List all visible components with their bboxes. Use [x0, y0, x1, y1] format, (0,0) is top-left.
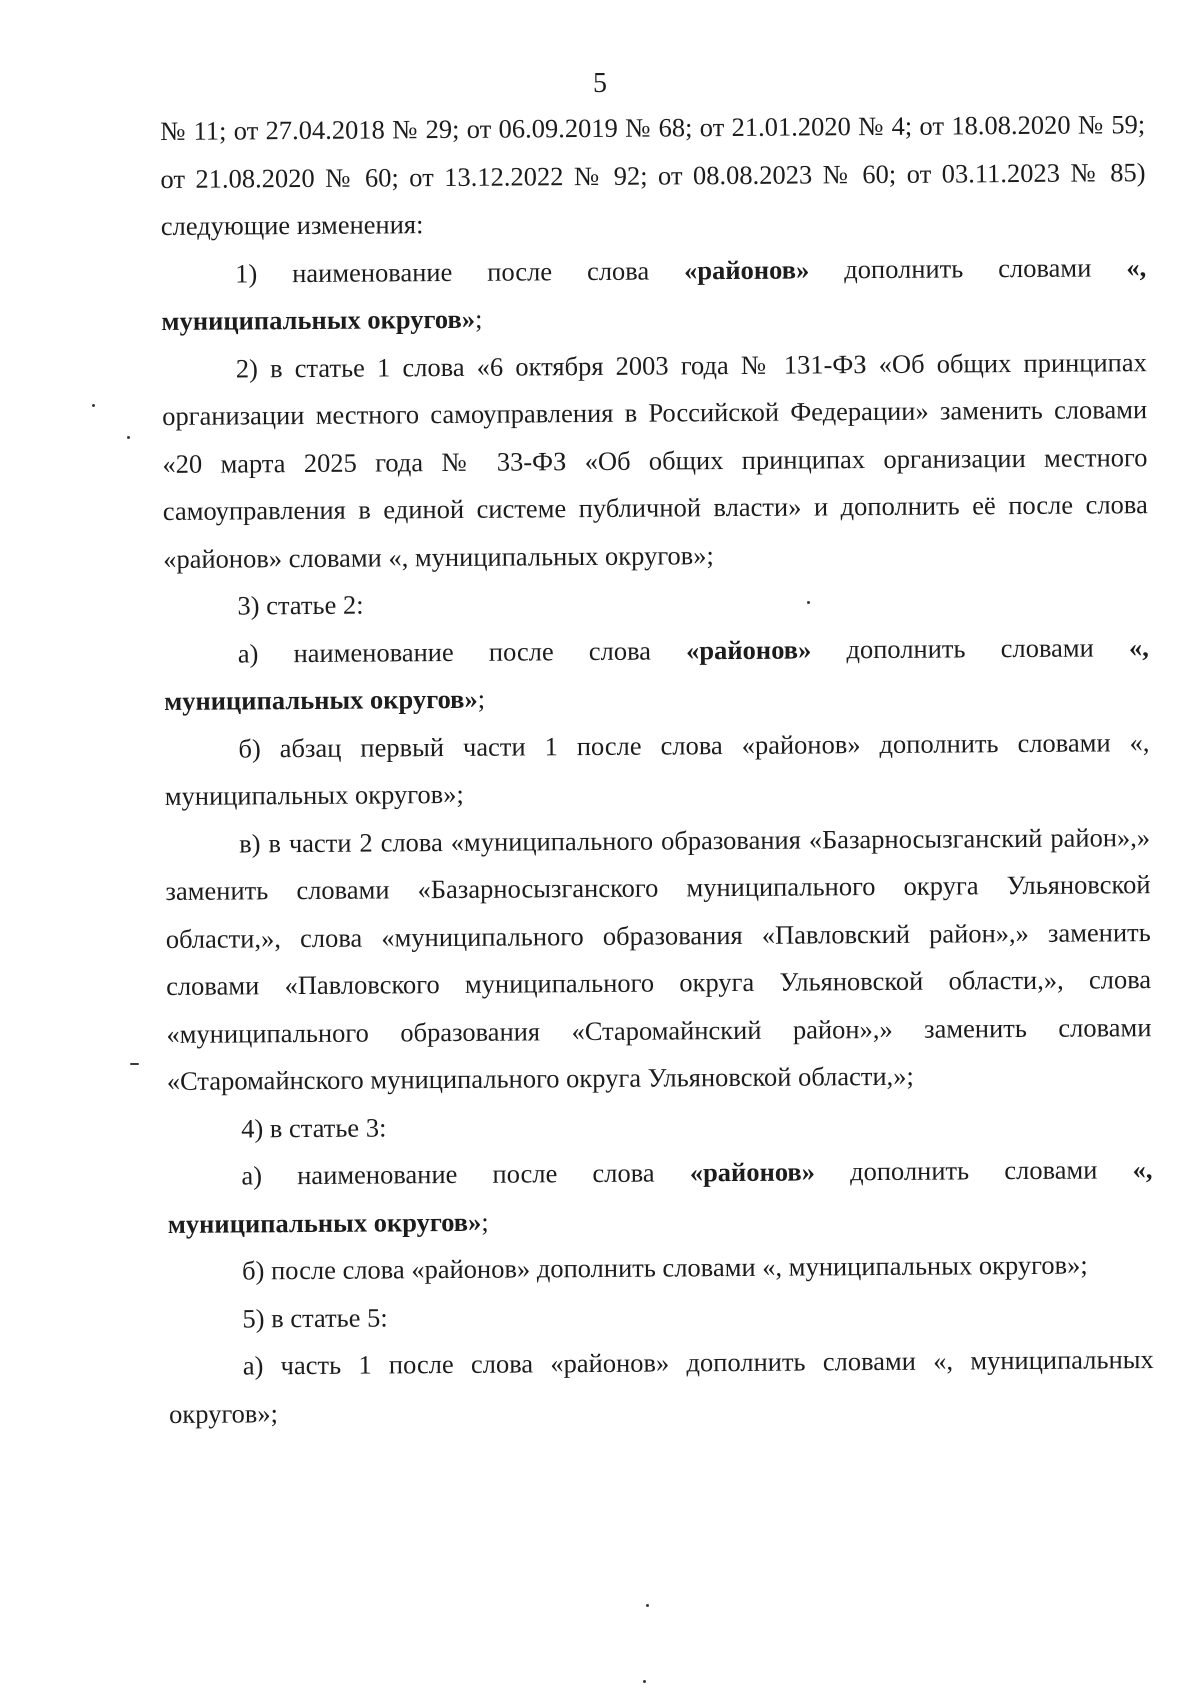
text-segment: ;: [477, 683, 486, 714]
paragraph: [167, 1099, 1152, 1153]
paragraph: [164, 624, 1150, 726]
text-segment: а) часть 1 после слова «районов» дополнить словами «, муниципальных округов»;: [169, 1344, 1154, 1429]
text-segment: б) абзац первый части 1 после слова «районов» дополнить словами «, муниципальных округов»;: [164, 726, 1150, 811]
text-segment: ;: [481, 1206, 489, 1237]
text-segment: дополнить словами: [814, 1154, 1133, 1187]
document-body: [160, 101, 1154, 1438]
scan-speck: [807, 601, 810, 604]
page-number: 5: [593, 68, 607, 99]
scan-speck: [92, 404, 95, 407]
scan-speck: [130, 1063, 139, 1065]
bold-text-segment: «, муниципальных округов»: [167, 1154, 1153, 1239]
bold-text-segment: «районов»: [683, 253, 810, 285]
bold-text-segment: «районов»: [689, 1156, 816, 1188]
text-segment: дополнить словами: [811, 631, 1130, 664]
text-segment: 2) в статье 1 слова «6 октября 2003 года № 131-ФЗ «Об общих принципах организации местного самоуправления в Российской Федерации» заменить словами «20 марта 2025 года № 33-ФЗ «Об общих принципах организации местного самоуправления в единой системе публичной власти» и дополнить её после слова «районов» словами «, муниципальных округов»;: [162, 346, 1148, 574]
paragraph: [164, 719, 1150, 821]
scan-speck: [643, 1680, 646, 1683]
paragraph: [168, 1241, 1153, 1295]
paragraph: [169, 1336, 1155, 1438]
text-segment: а) наименование после слова: [241, 1157, 690, 1191]
text-segment: № 11; от 27.04.2018 № 29; от 06.09.2019 № 68; от 21.01.2020 № 4; от 18.08.2020 № 59; от 21.08.2020 № 60; от 13.12.2022 № 92; от 08.08.2023 № 60; от 03.11.2023 № 85) следующие изменения:: [160, 109, 1146, 241]
text-segment: б) после слова «районов» дополнить словами «, муниципальных округов»;: [242, 1249, 1088, 1286]
paragraph: [165, 814, 1152, 1106]
paragraph: [161, 244, 1147, 346]
text-segment: ;: [474, 303, 483, 334]
paragraph: [168, 1289, 1153, 1343]
bold-text-segment: «, муниципальных округов»: [161, 251, 1147, 336]
scan-speck: [127, 436, 130, 439]
text-segment: а) наименование после слова: [237, 634, 687, 668]
bold-text-segment: «, муниципальных округов»: [164, 631, 1149, 716]
text-segment: 4) в статье 3:: [241, 1111, 387, 1143]
paragraph: [162, 339, 1149, 583]
paragraph: [167, 1146, 1153, 1248]
text-segment: 3) статье 2:: [237, 589, 364, 621]
text-segment: 5) в статье 5:: [242, 1301, 388, 1333]
paragraph: [163, 576, 1148, 630]
text-segment: дополнить словами: [809, 251, 1127, 284]
text-segment: в) в части 2 слова «муниципального образования «Базарносызганский район»,» заменить словами «Базарносызганского муниципального округа Ульяновской области,», слова «муниципального образования «Павловский район»,» заменить словами «Павловского муниципального округа Ульяновской области,», слова «муниципального образования «Старомайнский район»,» заменить словами «Старомайнского муниципального округа Ульяновской области,»;: [165, 821, 1152, 1096]
text-segment: 1) наименование после слова: [235, 254, 685, 288]
scan-speck: [646, 1604, 649, 1607]
paragraph: [160, 101, 1146, 250]
bold-text-segment: «районов»: [686, 633, 812, 665]
